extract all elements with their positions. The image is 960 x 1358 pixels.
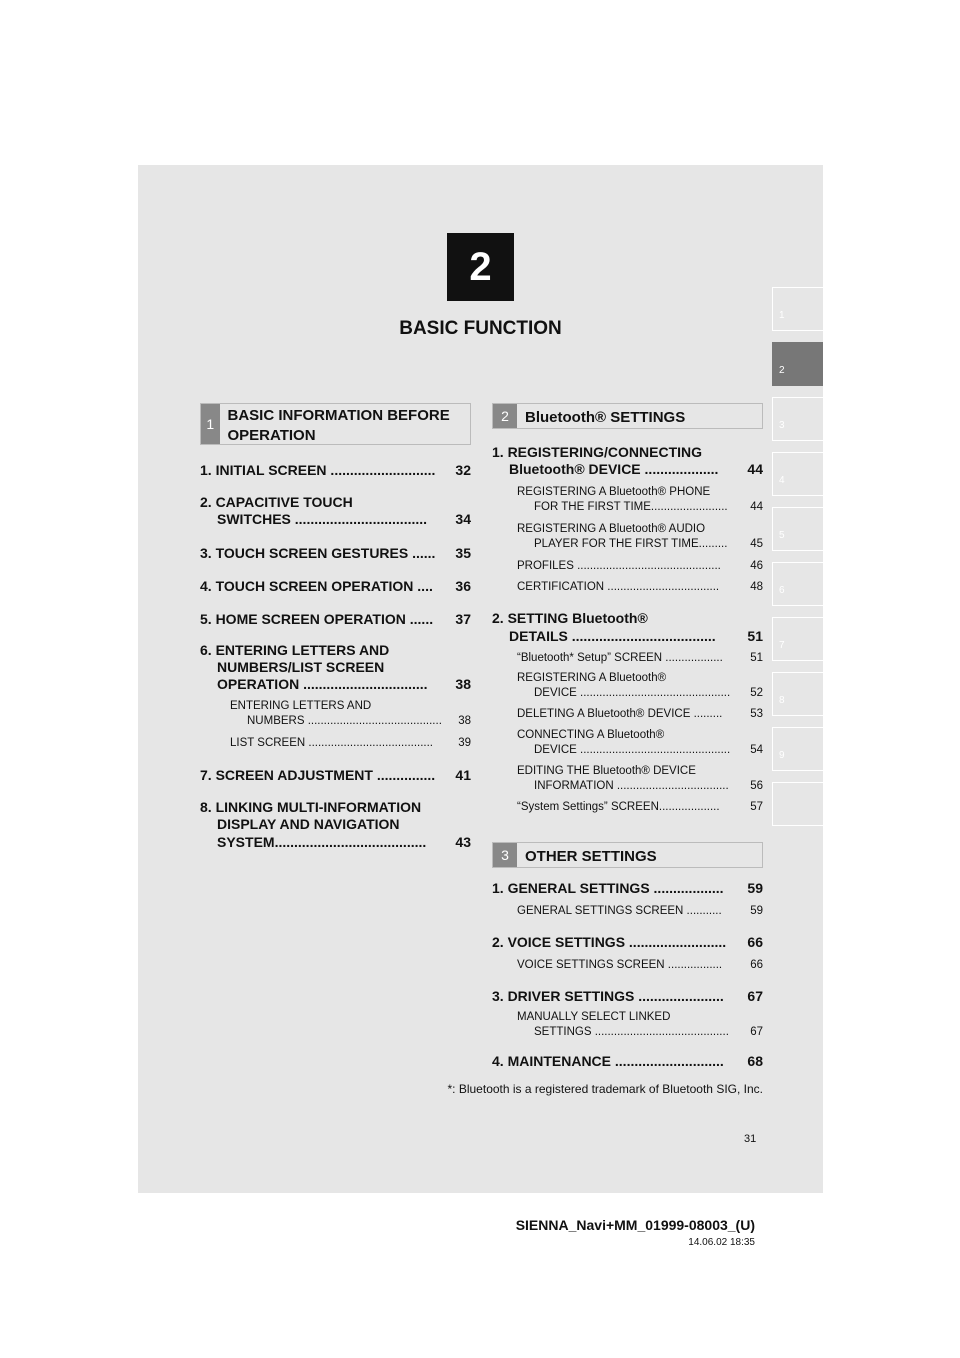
toc-entry[interactable]: 2. VOICE SETTINGS ......................... 66 xyxy=(492,934,763,950)
toc-entry-line[interactable]: 2. SETTING Bluetooth® xyxy=(492,610,648,626)
toc-subentry-line[interactable]: REGISTERING A Bluetooth® PHONE xyxy=(517,486,711,498)
chapter-tabs xyxy=(772,287,823,837)
toc-subentry[interactable]: “Bluetooth* Setup” SCREEN .................. 51 xyxy=(517,652,763,664)
tab-8[interactable]: 8 xyxy=(772,672,823,716)
section-header-2 xyxy=(492,403,763,429)
toc-entry[interactable]: 4. MAINTENANCE ............................ 68 xyxy=(492,1053,763,1069)
toc-subentry[interactable]: VOICE SETTINGS SCREEN ................. 66 xyxy=(517,959,763,971)
chapter-number: 2 xyxy=(469,244,492,289)
tab-3[interactable]: 3 xyxy=(772,397,823,441)
tab-4[interactable]: 4 xyxy=(772,452,823,496)
toc-entry-line[interactable]: NUMBERS/LIST SCREEN xyxy=(217,659,385,675)
chapter-title: BASIC FUNCTION xyxy=(399,318,562,339)
toc-subentry[interactable]: DELETING A Bluetooth® DEVICE ......... 53 xyxy=(517,708,763,720)
toc-subentry[interactable]: LIST SCREEN ....................................... 39 xyxy=(230,737,471,749)
footnote: *: Bluetooth is a registered trademark of Bluetooth SIG, Inc. xyxy=(447,1082,763,1096)
toc-subentry[interactable]: NUMBERS .......................................... 38 xyxy=(247,715,471,727)
toc-entry[interactable]: 1. GENERAL SETTINGS .................. 59 xyxy=(492,880,763,896)
toc-entry[interactable]: 7. SCREEN ADJUSTMENT ............... 41 xyxy=(200,767,471,783)
toc-subentry[interactable]: INFORMATION ................................... 56 xyxy=(534,780,763,792)
section-number: 3 xyxy=(493,843,517,867)
toc-entry[interactable]: 3. TOUCH SCREEN GESTURES ...... 35 xyxy=(200,545,471,561)
toc-subentry[interactable]: PLAYER FOR THE FIRST TIME......... 45 xyxy=(534,538,763,550)
timestamp: 14.06.02 18:35 xyxy=(688,1237,755,1248)
toc-entry[interactable]: SWITCHES .................................. 34 xyxy=(217,511,471,527)
page-number: 31 xyxy=(744,1133,757,1145)
toc-subentry[interactable]: FOR THE FIRST TIME........................ 44 xyxy=(534,501,763,513)
tab-6[interactable]: 6 xyxy=(772,562,823,606)
toc-entry-line[interactable]: DISPLAY AND NAVIGATION xyxy=(217,816,400,832)
toc-entry-line[interactable]: 1. REGISTERING/CONNECTING xyxy=(492,444,703,460)
section-header-1 xyxy=(200,403,471,445)
toc-entry[interactable]: 4. TOUCH SCREEN OPERATION .... 36 xyxy=(200,578,471,594)
toc-subentry[interactable]: “System Settings” SCREEN................... 57 xyxy=(517,801,763,813)
tab-2[interactable]: 2 xyxy=(772,342,823,386)
section-title: Bluetooth® SETTINGS xyxy=(525,409,686,426)
section-title: OTHER SETTINGS xyxy=(525,848,657,865)
document-id: SIENNA_Navi+MM_01999-08003_(U) xyxy=(515,1217,755,1233)
toc-subentry[interactable]: SETTINGS .......................................... 67 xyxy=(534,1026,763,1038)
tab-7[interactable]: 7 xyxy=(772,617,823,661)
toc-entry[interactable]: Bluetooth® DEVICE ................... 44 xyxy=(509,461,763,477)
toc-subentry-line[interactable]: REGISTERING A Bluetooth® AUDIO xyxy=(517,523,706,535)
tab-1[interactable]: 1 xyxy=(772,287,823,331)
section-header-3 xyxy=(492,842,763,868)
chapter-number-box xyxy=(447,233,514,301)
toc-entry-line[interactable]: 2. CAPACITIVE TOUCH xyxy=(200,494,353,510)
section-number: 1 xyxy=(201,404,220,444)
tab-10[interactable] xyxy=(772,782,823,826)
toc-subentry-line[interactable]: ENTERING LETTERS AND xyxy=(230,700,372,712)
toc-subentry[interactable]: DEVICE ............................................... 54 xyxy=(534,744,763,756)
toc-entry[interactable]: 1. INITIAL SCREEN ........................... 32 xyxy=(200,462,471,478)
toc-subentry-line[interactable]: REGISTERING A Bluetooth® xyxy=(517,672,667,684)
section-number: 2 xyxy=(493,404,517,428)
toc-entry[interactable]: OPERATION ................................ 38 xyxy=(217,676,471,692)
toc-entry[interactable]: DETAILS ..................................... 51 xyxy=(509,628,763,644)
toc-subentry[interactable]: PROFILES ............................................. 46 xyxy=(517,560,763,572)
toc-entry-line[interactable]: 6. ENTERING LETTERS AND xyxy=(200,642,390,658)
tab-5[interactable]: 5 xyxy=(772,507,823,551)
toc-subentry[interactable]: GENERAL SETTINGS SCREEN ........... 59 xyxy=(517,905,763,917)
toc-entry[interactable]: SYSTEM....................................... 43 xyxy=(217,834,471,850)
tab-9[interactable]: 9 xyxy=(772,727,823,771)
toc-entry[interactable]: 5. HOME SCREEN OPERATION ...... 37 xyxy=(200,611,471,627)
toc-subentry[interactable]: DEVICE ............................................... 52 xyxy=(534,687,763,699)
toc-subentry[interactable]: CERTIFICATION ................................... 48 xyxy=(517,581,763,593)
toc-subentry-line[interactable]: EDITING THE Bluetooth® DEVICE xyxy=(517,765,696,777)
toc-subentry-line[interactable]: MANUALLY SELECT LINKED xyxy=(517,1011,671,1023)
toc-subentry-line[interactable]: CONNECTING A Bluetooth® xyxy=(517,729,665,741)
section-title: BASIC INFORMATION BEFORE OPERATION xyxy=(227,407,450,444)
toc-entry-line[interactable]: 8. LINKING MULTI-INFORMATION xyxy=(200,799,422,815)
toc-entry[interactable]: 3. DRIVER SETTINGS ...................... 67 xyxy=(492,988,763,1004)
